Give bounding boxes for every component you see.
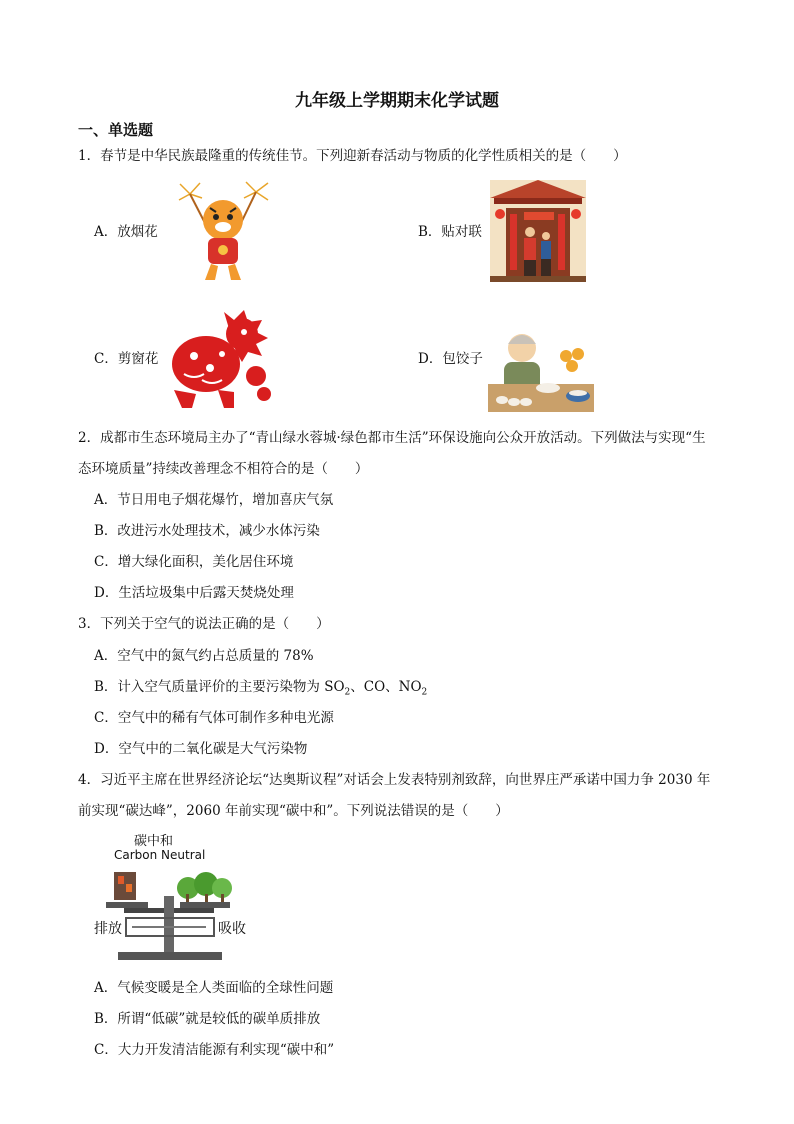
page-title: 九年级上学期期末化学试题 bbox=[295, 91, 499, 111]
q2-option-d: D．生活垃圾集中后露天焚烧处理 bbox=[94, 585, 294, 601]
q3-option-b-text1: B．计入空气质量评价的主要污染物为 SO bbox=[94, 679, 345, 695]
balance-scale-icon bbox=[106, 866, 234, 964]
q3-option-b-sub2: 2 bbox=[421, 687, 428, 698]
q1-option-d: D．包饺子 bbox=[418, 351, 483, 367]
figure-label-emission: 排放 bbox=[94, 921, 122, 937]
section-heading: 一、单选题 bbox=[78, 121, 154, 139]
q4-option-b: B．所谓“低碳”就是较低的碳单质排放 bbox=[94, 1011, 321, 1027]
q2-option-b: B．改进污水处理技术，减少水体污染 bbox=[94, 523, 320, 539]
question-2-stem-line1: 2．成都市生态环境局主办了“青山绿水蓉城·绿色都市生活”环保设施向公众开放活动。下列做法与实现“生 bbox=[78, 430, 706, 446]
dumpling-making-illustration bbox=[488, 326, 594, 412]
q1-option-b: B．贴对联 bbox=[418, 224, 482, 240]
carbon-neutral-figure bbox=[94, 828, 254, 966]
question-4-stem-line2: 前实现“碳达峰”，2060 年前实现“碳中和”。下列说法错误的是（ ） bbox=[78, 803, 509, 819]
question-2-stem-line2: 态环境质量”持续改善理念不相符合的是（ ） bbox=[78, 461, 369, 477]
question-1-stem: 1．春节是中华民族最隆重的传统佳节。下列迎新春活动与物质的化学性质相关的是（ ） bbox=[78, 148, 627, 164]
q3-option-d: D．空气中的二氧化碳是大气污染物 bbox=[94, 741, 308, 757]
paper-cut-illustration bbox=[164, 304, 272, 410]
question-3-stem: 3．下列关于空气的说法正确的是（ ） bbox=[78, 616, 330, 632]
figure-title-en: Carbon Neutral bbox=[114, 848, 206, 862]
q3-option-a: A．空气中的氮气约占总质量的 78% bbox=[94, 648, 314, 664]
q2-option-a: A．节日用电子烟花爆竹，增加喜庆气氛 bbox=[94, 492, 334, 508]
q3-option-b-sub1: 2 bbox=[344, 687, 351, 698]
tiger-fireworks-illustration bbox=[176, 180, 271, 285]
question-4-stem-line1: 4．习近平主席在世界经济论坛“达奥斯议程”对话会上发表特别剂致辞，向世界庄严承诺中国力争 2030 年 bbox=[78, 772, 711, 788]
couplet-door-illustration bbox=[490, 180, 586, 282]
q1-option-a: A．放烟花 bbox=[94, 224, 158, 240]
figure-label-absorption: 吸收 bbox=[218, 921, 246, 937]
q3-option-b-text2: 、CO、NO bbox=[350, 679, 422, 695]
figure-title-cn: 碳中和 bbox=[134, 834, 174, 849]
q3-option-c: C．空气中的稀有气体可制作多种电光源 bbox=[94, 710, 334, 726]
q4-option-c: C．大力开发清洁能源有利实现“碳中和” bbox=[94, 1042, 335, 1058]
q1-option-c: C．剪窗花 bbox=[94, 351, 159, 367]
q2-option-c: C．增大绿化面积，美化居住环境 bbox=[94, 554, 294, 570]
q4-option-a: A．气候变暖是全人类面临的全球性问题 bbox=[94, 980, 334, 996]
